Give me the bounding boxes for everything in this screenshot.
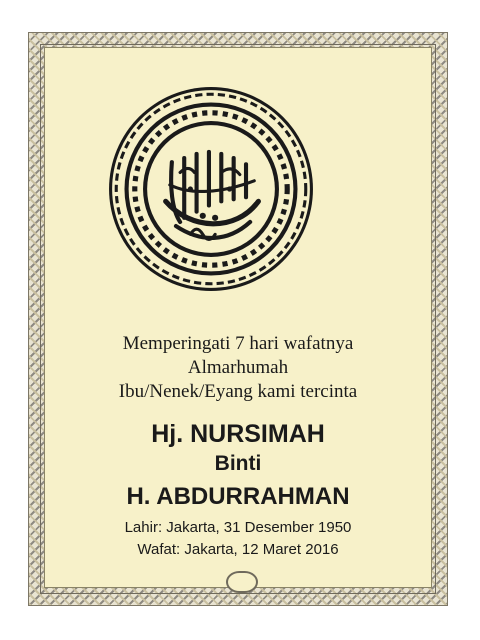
memorial-intro-line: Memperingati 7 hari wafatnya (122, 333, 354, 354)
bottom-medallion (226, 571, 258, 593)
father-name: H. ABDURRAHMAN (126, 483, 350, 510)
binti-label: Binti (214, 452, 262, 475)
death-info: Wafat: Jakarta, 12 Maret 2016 (137, 541, 339, 558)
memorial-relation-line: Ibu/Nenek/Eyang kami tercinta (118, 381, 358, 402)
arabic-calligraphy-seal-icon (108, 86, 314, 292)
birth-info: Lahir: Jakarta, 31 Desember 1950 (124, 519, 352, 536)
deceased-name: Hj. NURSIMAH (151, 420, 325, 448)
memorial-title-line: Almarhumah (187, 357, 289, 378)
